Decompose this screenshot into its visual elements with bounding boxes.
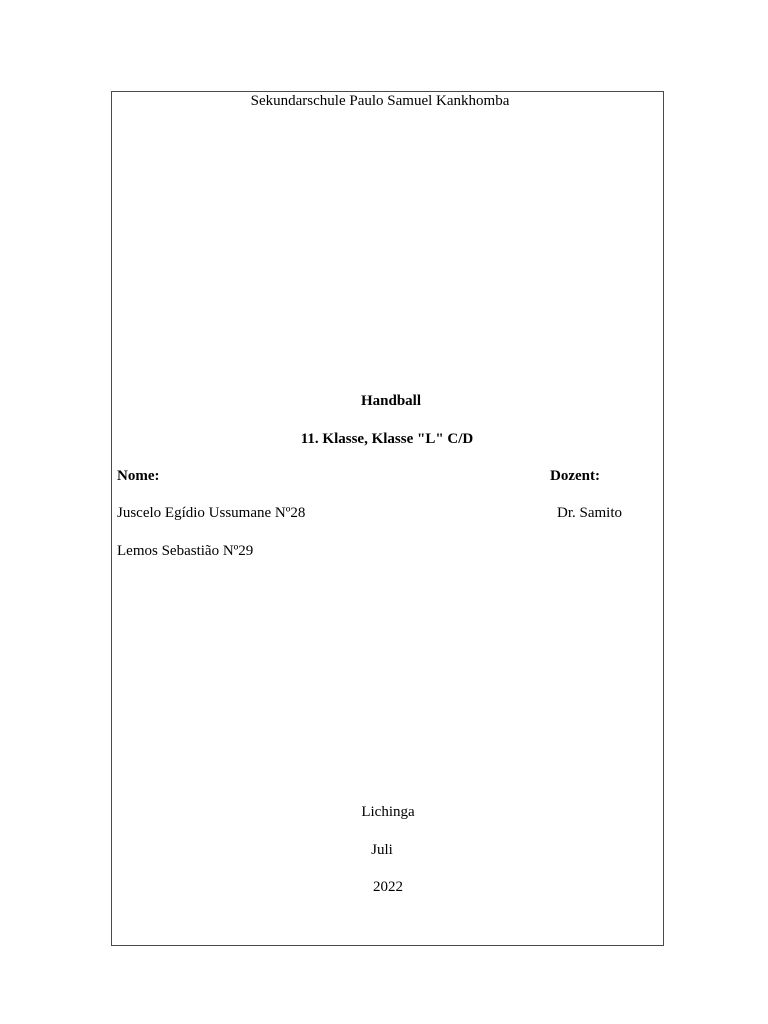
class-line: 11. Klasse, Klasse "L" C/D [300,431,474,447]
month: Juli [371,842,393,858]
lecturer-label: Dozent: [550,468,600,484]
year: 2022 [373,879,403,895]
city: Lichinga [361,804,415,820]
subject-title: Handball [360,393,422,409]
school-name: Sekundarschule Paulo Samuel Kankhomba [250,93,510,109]
student-name-1: Juscelo Egídio Ussumane Nº28 [117,505,306,521]
names-label: Nome: [117,468,160,484]
student-name-2: Lemos Sebastião Nº29 [117,543,254,559]
lecturer-name: Dr. Samito [557,505,623,521]
